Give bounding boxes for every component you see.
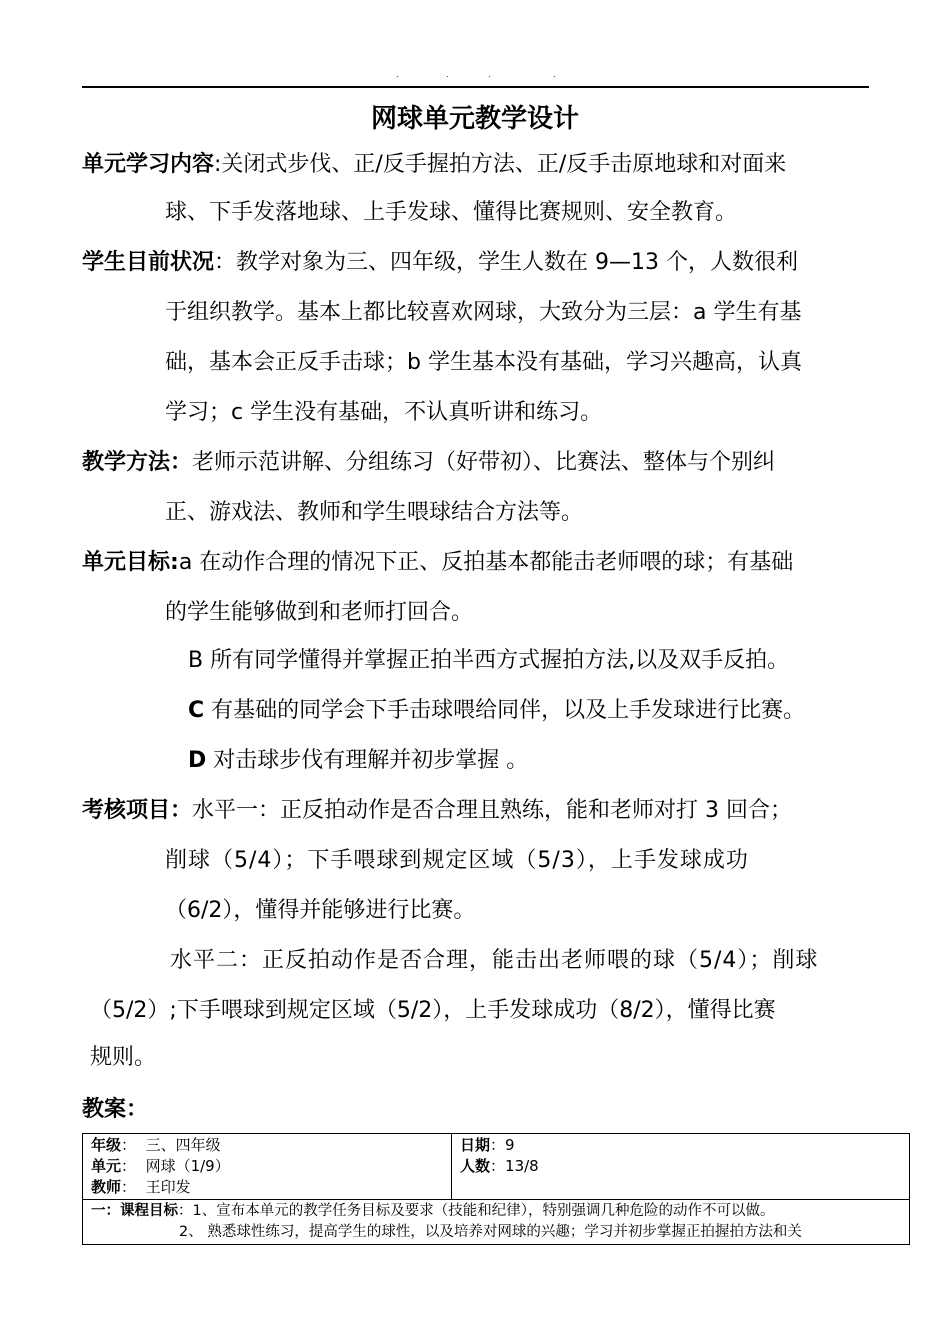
count-row: 人数：13/8 [460, 1157, 539, 1175]
line-label: 单元学习内容 [82, 152, 215, 177]
line-text: 削球（5/4）；下手喂球到规定区域（5/3），上手发球成功 [165, 848, 749, 873]
line-text: a 在动作合理的情况下正、反拍基本都能击老师喂的球；有基础 [178, 550, 794, 575]
unit-row: 单元： 网球（1/9） [91, 1157, 230, 1175]
line-text: :关闭式步伐、正/反手握拍方法、正/反手击原地球和对面来 [214, 152, 787, 177]
header-dot: . [553, 70, 556, 79]
paragraph-line [165, 896, 475, 926]
paragraph-line [165, 198, 737, 228]
line-text: 于组织教学。基本上都比较喜欢网球，大致分为三层：a 学生有基 [165, 300, 802, 325]
paragraph-line [165, 398, 602, 428]
line-text: 对击球步伐有理解并初步掌握 。 [206, 748, 529, 773]
line-text: 水平一：正反拍动作是否合理且熟练，能和老师对打 3 回合； [192, 798, 793, 823]
line-text: 的学生能够做到和老师打回合。 [165, 600, 474, 625]
line-label: 单元目标: [82, 550, 179, 575]
lesson-plan-table [82, 1133, 910, 1245]
line-text: 正、游戏法、教师和学生喂球结合方法等。 [165, 500, 584, 525]
line-text: 础，基本会正反手击球；b 学生基本没有基础，学习兴趣高，认真 [165, 350, 802, 375]
paragraph-line [165, 348, 802, 378]
paragraph-line [165, 298, 801, 328]
header-dot: . [396, 70, 399, 79]
paragraph-line [82, 248, 798, 278]
grade-row: 年级： 三、四年级 [91, 1136, 221, 1154]
line-text: 有基础的同学会下手击球喂给同伴，以及上手发球进行比赛。 [204, 698, 806, 723]
paragraph-line [82, 150, 786, 180]
paragraph-line [90, 1043, 156, 1073]
paragraph-line [82, 548, 793, 578]
teacher-row: 教师： 王印发 [91, 1178, 191, 1196]
paragraph-line [90, 996, 776, 1026]
paragraph-line [170, 946, 818, 976]
header-rule [82, 86, 869, 88]
line-text: B 所有同学懂得并掌握正拍半西方式握拍方法,以及双手反拍。 [188, 648, 790, 673]
line-label: 考核项目： [82, 798, 193, 823]
line-label: 教学方法： [82, 450, 193, 475]
paragraph-line [165, 498, 583, 528]
line-label: 学生目前状况 [82, 250, 215, 275]
paragraph-line [82, 448, 775, 478]
course-goal-1: 一：课程目标：1、宣布本单元的教学任务目标及要求（技能和纪律），特别强调几种危险的动作不可以做。 [91, 1203, 775, 1219]
paragraph-line [188, 646, 789, 676]
paragraph-line [188, 746, 528, 776]
paragraph-line [82, 1095, 148, 1125]
line-text: 学习；c 学生没有基础，不认真听讲和练习。 [165, 400, 603, 425]
line-text: 球、下手发落地球、上手发球、懂得比赛规则、安全教育。 [165, 200, 738, 225]
line-label: C [188, 698, 205, 723]
line-text: 老师示范讲解、分组练习（好带初）、比赛法、整体与个别纠 [192, 450, 776, 475]
paragraph-line [165, 598, 473, 628]
paragraph-line [82, 796, 792, 826]
line-label: D [188, 748, 207, 773]
line-text: 规则。 [90, 1045, 157, 1070]
paragraph-line [188, 696, 805, 726]
line-text: 水平二：正反拍动作是否合理，能击出老师喂的球（5/4）；削球 [170, 948, 819, 973]
header-dot: . [488, 70, 491, 79]
line-text: （5/2）;下手喂球到规定区域（5/2），上手发球成功（8/2），懂得比赛 [90, 998, 776, 1023]
line-label: 教案： [82, 1097, 149, 1122]
date-row: 日期：9 [460, 1136, 515, 1154]
course-goal-2: 2、 熟悉球性练习，提高学生的球性，以及培养对网球的兴趣；学习并初步掌握正拍握拍方法和关 [179, 1224, 802, 1240]
line-text: ：教学对象为三、四年级，学生人数在 9—13 个，人数很利 [214, 250, 798, 275]
line-text: （6/2），懂得并能够进行比赛。 [165, 898, 476, 923]
paragraph-line [165, 846, 749, 876]
page-title: 网球单元教学设计 [370, 104, 579, 134]
header-dot: . [446, 70, 449, 79]
